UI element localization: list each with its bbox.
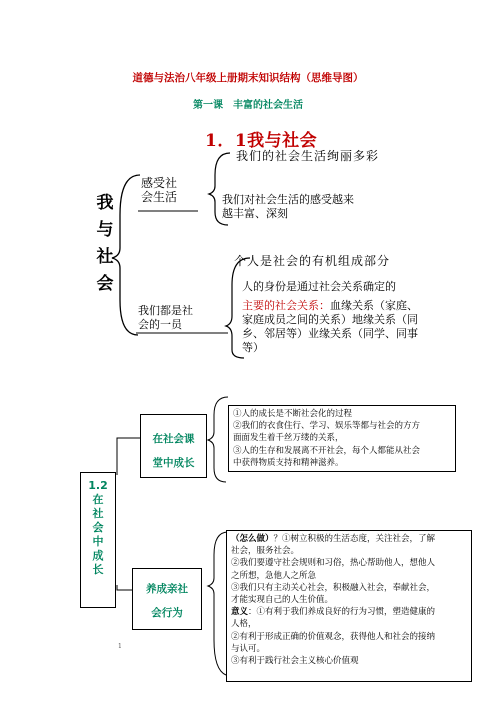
text-line: 社会，服务社会。: [231, 546, 300, 557]
text-line: 血缘关系（家庭、: [330, 299, 418, 312]
branch-feel-social-life: [141, 176, 177, 204]
document-title: 道德与法治八年级上册期末知识结构（思维导图）: [132, 72, 364, 84]
text-line: [242, 299, 472, 313]
text-line: [231, 533, 467, 545]
branch-label: 我们都是社: [138, 304, 193, 317]
text-line: ②有利于形成正确的价值观念，获得他人和社会的接纳: [231, 631, 436, 642]
page-number: 1: [118, 643, 122, 650]
root-char: 与: [96, 220, 114, 240]
branch-prosocial-behavior: [132, 568, 202, 630]
meaning-label: 意义: [231, 607, 249, 618]
section-2-title-box: [80, 472, 116, 608]
text-line: 面面发生着千丝万缕的关系，: [233, 433, 344, 444]
text-line: ③有利于践行社会主义核心价值观: [231, 656, 359, 667]
how-label: （怎么做）: [231, 534, 274, 544]
relations-label: 主要的社会关系：: [242, 299, 330, 312]
root-char: 会: [96, 274, 114, 294]
identity-by-relations: 人的身份是通过社会关系确定的: [242, 280, 396, 293]
branch-grow-in-society-classroom: [140, 414, 207, 478]
branch-label: 会生活: [141, 190, 178, 204]
lesson-title: 第一课 丰富的社会生活: [193, 100, 303, 111]
branch-label: 在社会课: [152, 433, 195, 445]
text-line: 才能实现自己的人生价值。: [231, 595, 334, 606]
branch-label: 堂中成长: [152, 457, 195, 469]
social-life-colorful: 我们的社会生活绚丽多彩: [236, 149, 380, 163]
text-line: 我们对社会生活的感受越来: [222, 193, 354, 206]
prosocial-behavior-points: [226, 530, 472, 682]
title-char: 会: [92, 521, 104, 534]
title-char: 长: [92, 563, 104, 576]
text-line: ③人的生存和发展离不开社会，每个人都能从社会: [233, 445, 421, 456]
text-line: ？①树立积极的生活态度，关注社会，了解: [273, 534, 436, 544]
individual-part-of-society: 个人是社会的有机组成部分: [234, 254, 391, 268]
branch-label: 会的一员: [138, 318, 182, 331]
title-char: 社: [92, 507, 104, 520]
text-line: ①人的成长是不断社会化的过程: [233, 409, 353, 419]
text-line: 人格，: [231, 619, 257, 630]
branch-we-are-members: [138, 304, 193, 332]
title-char: 中: [92, 535, 104, 548]
title-char: 1.2: [88, 479, 108, 492]
text-line: 中获得物质支持和精神滋养。: [233, 457, 344, 468]
branch-label: 会行为: [151, 607, 183, 619]
branch-label: 感受社: [141, 176, 178, 190]
classroom-growth-points: [228, 405, 456, 472]
text-line: ②我们要遵守社会规则和习俗，热心帮助他人，想他人: [231, 558, 436, 569]
text-line: ：①有利于我们养成良好的行为习惯，塑造健康的: [248, 607, 436, 618]
text-line: 乡、邻居等）业缘关系（同学、同事: [242, 327, 418, 340]
text-line: 家庭成员之间的关系）地缘关系（同: [242, 313, 418, 326]
branch-label: 养成亲社: [146, 583, 188, 595]
text-line: ③我们只有主动关心社会，积极融入社会，奉献社会，: [231, 582, 436, 593]
root-char: 社: [96, 247, 114, 267]
text-line: ②我们的衣食住行、学习、娱乐等都与社会的方方: [233, 421, 421, 432]
main-social-relations: [242, 299, 472, 355]
title-char: 成: [92, 549, 104, 562]
text-line: [231, 606, 467, 618]
feelings-deepen: [222, 193, 354, 221]
text-line: 越丰富、深刻: [222, 207, 288, 220]
text-line: 与认可。: [231, 643, 266, 654]
text-line: 之所想，急他人之所急: [231, 570, 317, 581]
title-char: 在: [92, 493, 104, 506]
root-char: 我: [96, 193, 114, 213]
text-line: 等）: [242, 341, 264, 354]
section-1-title: 1．1我与社会: [205, 131, 318, 151]
